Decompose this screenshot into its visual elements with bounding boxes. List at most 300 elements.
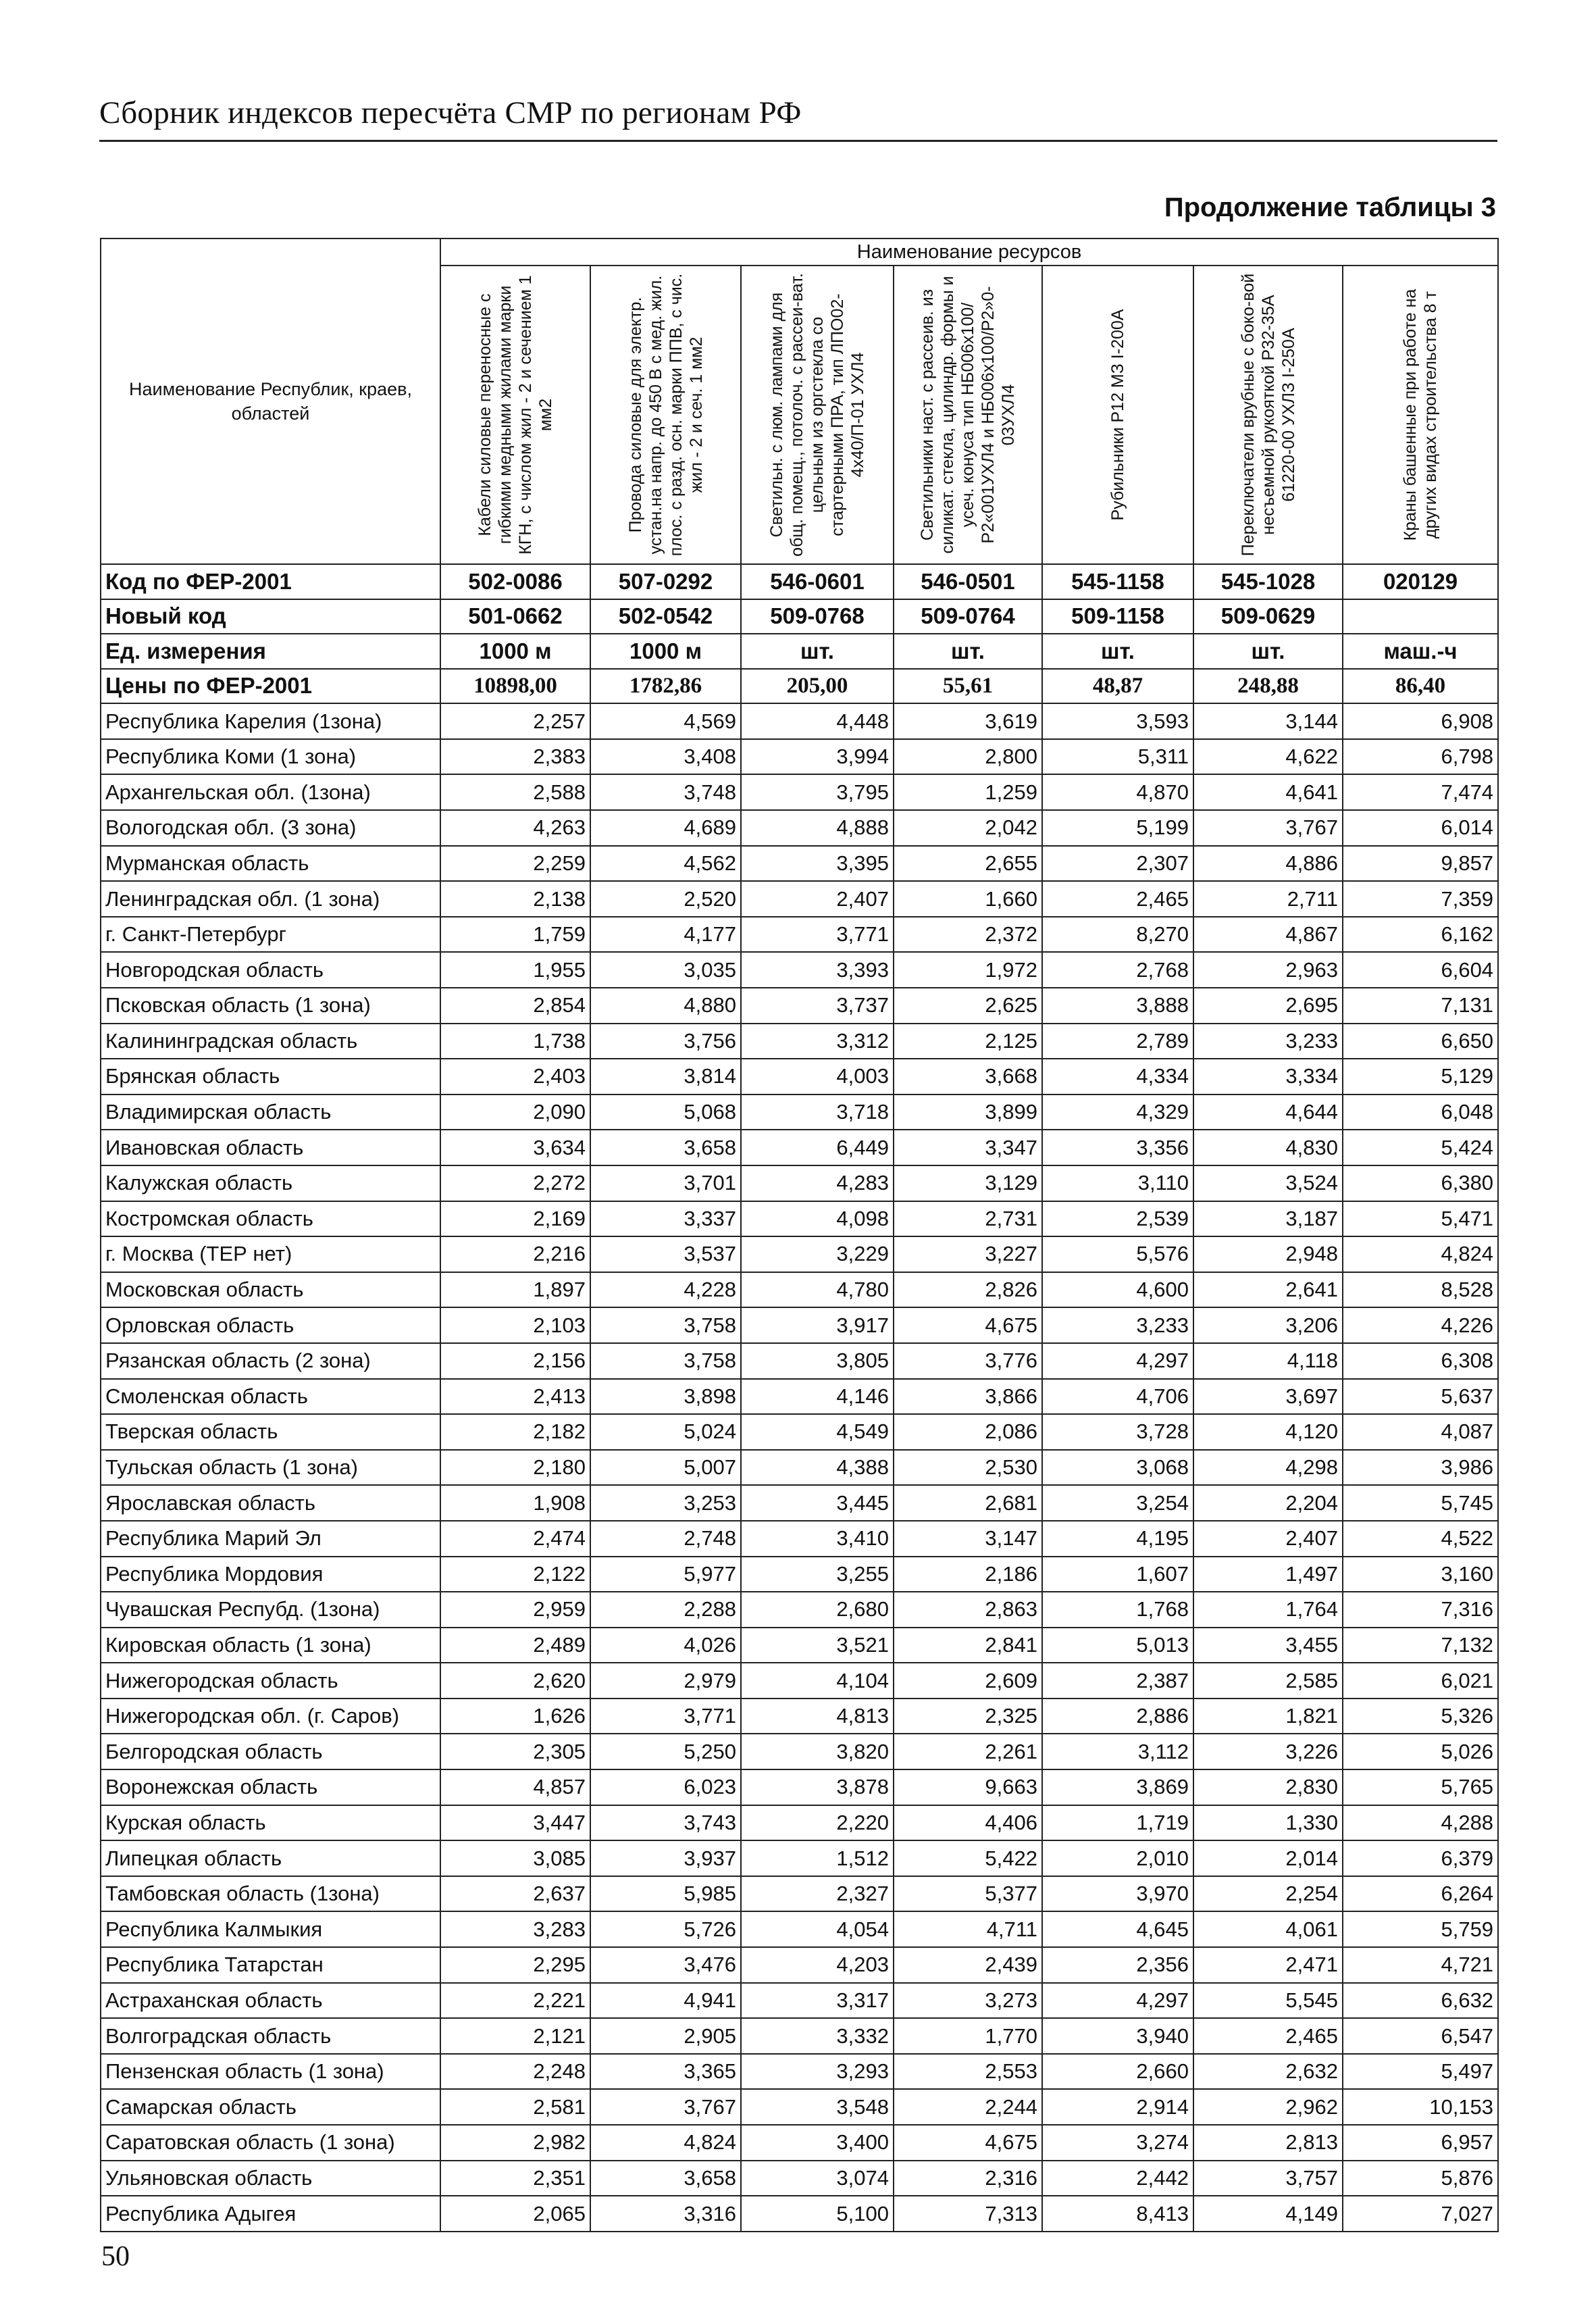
region-name-cell: Архангельская обл. (1зона) [101, 774, 440, 810]
index-value-cell: 3,160 [1343, 1557, 1498, 1592]
table-row [101, 1769, 1498, 1805]
index-value-cell: 4,562 [590, 846, 741, 882]
index-value-cell: 2,413 [440, 1379, 590, 1415]
code-cell: шт. [894, 634, 1042, 669]
index-value-cell: 3,771 [741, 917, 894, 953]
code-cell: 509-0629 [1193, 599, 1343, 634]
index-value-cell: 6,798 [1343, 739, 1498, 775]
index-value-cell: 4,689 [590, 810, 741, 846]
index-value-cell: 2,122 [440, 1557, 590, 1592]
index-value-cell: 4,061 [1193, 1911, 1343, 1947]
table-row [101, 1734, 1498, 1769]
index-value-cell: 2,383 [440, 739, 590, 775]
region-name-cell: Ленинградская обл. (1 зона) [101, 881, 440, 917]
index-value-cell: 5,471 [1343, 1201, 1498, 1237]
code-cell: шт. [1193, 634, 1343, 669]
index-value-cell: 2,090 [440, 1095, 590, 1130]
resource-header [741, 266, 894, 564]
region-name-cell: г. Москва (ТЕР нет) [101, 1236, 440, 1272]
index-value-cell: 2,442 [1042, 2161, 1193, 2196]
index-value-cell: 5,977 [590, 1557, 741, 1592]
region-name-cell: Псковская область (1 зона) [101, 988, 440, 1024]
table-row [101, 2125, 1498, 2161]
index-value-cell: 4,888 [741, 810, 894, 846]
table-row [101, 1414, 1498, 1450]
index-value-cell: 3,767 [1193, 810, 1343, 846]
index-value-cell: 1,607 [1042, 1557, 1193, 1592]
index-value-cell: 3,805 [741, 1343, 894, 1379]
index-value-cell: 3,658 [590, 1130, 741, 1165]
table-row [101, 1911, 1498, 1947]
table-row [101, 774, 1498, 810]
index-value-cell: 2,180 [440, 1450, 590, 1486]
table-row [101, 1095, 1498, 1130]
index-value-cell: 2,065 [440, 2196, 590, 2232]
index-value-cell: 3,748 [590, 774, 741, 810]
region-name-cell: Ивановская область [101, 1130, 440, 1165]
index-value-cell: 1,821 [1193, 1699, 1343, 1734]
index-value-cell: 3,273 [894, 1983, 1042, 2019]
index-value-cell: 5,377 [894, 1876, 1042, 1912]
index-value-cell: 4,298 [1193, 1450, 1343, 1486]
index-value-cell: 2,553 [894, 2054, 1042, 2090]
index-value-cell: 5,985 [590, 1876, 741, 1912]
index-value-cell: 2,403 [440, 1059, 590, 1095]
table-row [101, 1699, 1498, 1734]
index-value-cell: 3,668 [894, 1059, 1042, 1095]
index-value-cell: 3,593 [1042, 703, 1193, 739]
header-rule [99, 140, 1497, 142]
resource-header [1042, 266, 1193, 564]
region-name-cell: Калининградская область [101, 1024, 440, 1059]
table-row [101, 846, 1498, 882]
index-value-cell: 2,731 [894, 1201, 1042, 1237]
index-value-cell: 1,259 [894, 774, 1042, 810]
resource-header [440, 266, 590, 564]
index-value-cell: 4,641 [1193, 774, 1343, 810]
index-value-cell: 7,474 [1343, 774, 1498, 810]
region-name-cell: Смоленская область [101, 1379, 440, 1415]
index-value-cell: 4,406 [894, 1805, 1042, 1841]
index-value-cell: 2,655 [894, 846, 1042, 882]
index-value-cell: 5,024 [590, 1414, 741, 1450]
table-row [101, 1307, 1498, 1343]
index-value-cell: 3,395 [741, 846, 894, 882]
table-row [101, 952, 1498, 988]
region-name-cell: Нижегородская обл. (г. Саров) [101, 1699, 440, 1734]
index-value-cell: 3,074 [741, 2161, 894, 2196]
code-cell: 1000 м [590, 634, 741, 669]
index-value-cell: 2,886 [1042, 1699, 1193, 1734]
index-value-cell: 6,023 [590, 1769, 741, 1805]
code-row [101, 634, 1498, 669]
index-value-cell: 4,026 [590, 1628, 741, 1663]
index-value-cell: 2,948 [1193, 1236, 1343, 1272]
table-row [101, 1024, 1498, 1059]
region-name-cell: Белгородская область [101, 1734, 440, 1769]
index-value-cell: 2,125 [894, 1024, 1042, 1059]
index-value-cell: 3,226 [1193, 1734, 1343, 1769]
index-value-cell: 3,110 [1042, 1165, 1193, 1201]
index-value-cell: 1,770 [894, 2018, 1042, 2054]
index-value-cell: 3,408 [590, 739, 741, 775]
index-value-cell: 3,743 [590, 1805, 741, 1841]
index-value-cell: 2,905 [590, 2018, 741, 2054]
table-row [101, 988, 1498, 1024]
index-value-cell: 2,914 [1042, 2089, 1193, 2125]
index-value-cell: 3,187 [1193, 1201, 1343, 1237]
index-value-cell: 4,087 [1343, 1414, 1498, 1450]
index-value-cell: 6,264 [1343, 1876, 1498, 1912]
code-cell: 502-0542 [590, 599, 741, 634]
price-row-label: Цены по ФЕР-2001 [101, 669, 440, 704]
index-value-cell: 5,726 [590, 1911, 741, 1947]
index-value-cell: 3,334 [1193, 1059, 1343, 1095]
index-value-cell: 4,813 [741, 1699, 894, 1734]
index-value-cell: 2,979 [590, 1663, 741, 1699]
table-row [101, 2018, 1498, 2054]
index-value-cell: 7,359 [1343, 881, 1498, 917]
region-name-header: Наименование Республик, краев, областей [101, 238, 440, 564]
index-value-cell: 3,524 [1193, 1165, 1343, 1201]
index-value-cell: 4,118 [1193, 1343, 1343, 1379]
index-value-cell: 5,326 [1343, 1699, 1498, 1734]
index-value-cell: 4,780 [741, 1272, 894, 1308]
index-value-cell: 5,311 [1042, 739, 1193, 775]
index-value-cell: 4,146 [741, 1379, 894, 1415]
resource-header-label: Кабели силовые переносные с гибкими медными жилами марки КГН, с числом жил - 2 и сечением 1 мм2 [475, 275, 555, 555]
index-value-cell: 2,010 [1042, 1840, 1193, 1876]
region-name-cell: Волгоградская область [101, 2018, 440, 2054]
index-value-cell: 2,272 [440, 1165, 590, 1201]
price-cell: 55,61 [894, 669, 1042, 704]
resource-header-label: Провода силовые для электр. устан.на напр. до 450 В с мед. жил. плос. с разд. осн. марки ППВ, с чис. жил - 2 и сеч. 1 мм2 [625, 273, 706, 557]
index-value-cell: 3,085 [440, 1840, 590, 1876]
index-value-cell: 2,963 [1193, 952, 1343, 988]
price-cell: 1782,86 [590, 669, 741, 704]
index-value-cell: 3,316 [590, 2196, 741, 2232]
index-value-cell: 3,521 [741, 1628, 894, 1663]
region-name-cell: Республика Марий Эл [101, 1521, 440, 1557]
index-value-cell: 3,776 [894, 1343, 1042, 1379]
index-value-cell: 5,250 [590, 1734, 741, 1769]
index-value-cell: 2,474 [440, 1521, 590, 1557]
index-value-cell: 6,379 [1343, 1840, 1498, 1876]
index-value-cell: 5,007 [590, 1450, 741, 1486]
table-row [101, 1450, 1498, 1486]
index-value-cell: 4,867 [1193, 917, 1343, 953]
code-cell: 509-1158 [1042, 599, 1193, 634]
index-value-cell: 2,863 [894, 1592, 1042, 1628]
index-value-cell: 7,027 [1343, 2196, 1498, 2232]
index-value-cell: 4,120 [1193, 1414, 1343, 1450]
index-value-cell: 2,103 [440, 1307, 590, 1343]
index-value-cell: 2,305 [440, 1734, 590, 1769]
index-value-cell: 9,663 [894, 1769, 1042, 1805]
code-cell: маш.-ч [1343, 634, 1498, 669]
code-cell: 545-1028 [1193, 564, 1343, 599]
index-value-cell: 3,697 [1193, 1379, 1343, 1415]
index-value-cell: 4,448 [741, 703, 894, 739]
index-value-cell: 1,955 [440, 952, 590, 988]
index-value-cell: 2,637 [440, 1876, 590, 1912]
code-cell: 545-1158 [1042, 564, 1193, 599]
index-value-cell: 1,719 [1042, 1805, 1193, 1841]
index-value-cell: 5,876 [1343, 2161, 1498, 2196]
index-value-cell: 2,680 [741, 1592, 894, 1628]
region-name-cell: Костромская область [101, 1201, 440, 1237]
index-value-cell: 4,830 [1193, 1130, 1343, 1165]
index-value-cell: 4,880 [590, 988, 741, 1024]
index-value-cell: 3,756 [590, 1024, 741, 1059]
index-value-cell: 2,830 [1193, 1769, 1343, 1805]
index-value-cell: 2,609 [894, 1663, 1042, 1699]
resource-header [1343, 266, 1498, 564]
index-value-cell: 4,388 [741, 1450, 894, 1486]
index-value-cell: 5,068 [590, 1095, 741, 1130]
region-name-cell: Республика Адыгея [101, 2196, 440, 2232]
index-value-cell: 1,512 [741, 1840, 894, 1876]
index-value-cell: 4,177 [590, 917, 741, 953]
index-value-cell: 3,254 [1042, 1485, 1193, 1521]
index-value-cell: 3,365 [590, 2054, 741, 2090]
table-row [101, 1343, 1498, 1379]
table-row [101, 810, 1498, 846]
index-value-cell: 2,632 [1193, 2054, 1343, 2090]
index-value-cell: 6,449 [741, 1130, 894, 1165]
region-name-cell: Республика Карелия (1зона) [101, 703, 440, 739]
regional-index-table [100, 238, 1499, 2232]
index-value-cell: 3,888 [1042, 988, 1193, 1024]
index-value-cell: 4,721 [1343, 1947, 1498, 1983]
index-value-cell: 2,014 [1193, 1840, 1343, 1876]
region-name-cell: Мурманская область [101, 846, 440, 882]
index-value-cell: 4,941 [590, 1983, 741, 2019]
index-value-cell: 4,329 [1042, 1095, 1193, 1130]
index-value-cell: 3,771 [590, 1699, 741, 1734]
index-value-cell: 4,334 [1042, 1059, 1193, 1095]
index-value-cell: 2,520 [590, 881, 741, 917]
index-value-cell: 2,295 [440, 1947, 590, 1983]
index-value-cell: 5,765 [1343, 1769, 1498, 1805]
index-value-cell: 2,259 [440, 846, 590, 882]
index-value-cell: 4,297 [1042, 1983, 1193, 2019]
index-value-cell: 3,658 [590, 2161, 741, 2196]
index-value-cell: 3,337 [590, 1201, 741, 1237]
index-value-cell: 2,204 [1193, 1485, 1343, 1521]
index-value-cell: 3,229 [741, 1236, 894, 1272]
price-cell: 248,88 [1193, 669, 1343, 704]
index-value-cell: 4,645 [1042, 1911, 1193, 1947]
index-value-cell: 6,632 [1343, 1983, 1498, 2019]
index-value-cell: 4,622 [1193, 739, 1343, 775]
index-value-cell: 2,962 [1193, 2089, 1343, 2125]
index-value-cell: 3,227 [894, 1236, 1042, 1272]
index-value-cell: 2,407 [1193, 1521, 1343, 1557]
index-value-cell: 2,244 [894, 2089, 1042, 2125]
region-name-cell: Орловская область [101, 1307, 440, 1343]
index-value-cell: 4,003 [741, 1059, 894, 1095]
index-value-cell: 3,312 [741, 1024, 894, 1059]
index-value-cell: 3,728 [1042, 1414, 1193, 1450]
index-value-cell: 1,764 [1193, 1592, 1343, 1628]
table-row [101, 1236, 1498, 1272]
table-row [101, 1663, 1498, 1699]
index-value-cell: 5,199 [1042, 810, 1193, 846]
index-value-cell: 2,220 [741, 1805, 894, 1841]
region-name-cell: Владимирская область [101, 1095, 440, 1130]
index-value-cell: 3,866 [894, 1379, 1042, 1415]
index-value-cell: 2,813 [1193, 2125, 1343, 2161]
index-value-cell: 3,347 [894, 1130, 1042, 1165]
index-value-cell: 3,255 [741, 1557, 894, 1592]
region-name-cell: Калужская область [101, 1165, 440, 1201]
index-value-cell: 4,288 [1343, 1805, 1498, 1841]
price-cell: 205,00 [741, 669, 894, 704]
region-name-cell: Кировская область (1 зона) [101, 1628, 440, 1663]
index-value-cell: 2,581 [440, 2089, 590, 2125]
index-value-cell: 4,098 [741, 1201, 894, 1237]
index-value-cell: 6,308 [1343, 1343, 1498, 1379]
index-value-cell: 2,261 [894, 1734, 1042, 1769]
index-value-cell: 3,737 [741, 988, 894, 1024]
index-value-cell: 4,644 [1193, 1095, 1343, 1130]
region-name-cell: Республика Мордовия [101, 1557, 440, 1592]
resource-header [894, 266, 1042, 564]
index-value-cell: 2,156 [440, 1343, 590, 1379]
index-value-cell: 2,854 [440, 988, 590, 1024]
index-value-cell: 2,257 [440, 703, 590, 739]
table-row [101, 2161, 1498, 2196]
resource-header-label: Светильники наст. с рассеив. из силикат. стекла, цилиндр. формы и усеч. конуса тип НБ006х100/Р2«001УХЛ4 и НБ006х100/Р2»0-03УХЛ4 [918, 276, 1018, 554]
code-row-label: Новый код [101, 599, 440, 634]
index-value-cell: 3,757 [1193, 2161, 1343, 2196]
index-value-cell: 2,042 [894, 810, 1042, 846]
index-value-cell: 2,121 [440, 2018, 590, 2054]
index-value-cell: 4,149 [1193, 2196, 1343, 2232]
index-value-cell: 8,413 [1042, 2196, 1193, 2232]
index-value-cell: 6,547 [1343, 2018, 1498, 2054]
index-value-cell: 4,263 [440, 810, 590, 846]
index-value-cell: 4,706 [1042, 1379, 1193, 1415]
code-row-label: Ед. измерения [101, 634, 440, 669]
index-value-cell: 3,758 [590, 1307, 741, 1343]
resources-group-header: Наименование ресурсов [440, 238, 1498, 266]
index-value-cell: 3,701 [590, 1165, 741, 1201]
index-value-cell: 4,549 [741, 1414, 894, 1450]
region-name-cell: Ярославская область [101, 1485, 440, 1521]
table-row [101, 1485, 1498, 1521]
code-cell: 507-0292 [590, 564, 741, 599]
code-cell: шт. [741, 634, 894, 669]
region-name-cell: Республика Калмыкия [101, 1911, 440, 1947]
code-cell: 1000 м [440, 634, 590, 669]
index-value-cell: 2,588 [440, 774, 590, 810]
table-row [101, 1272, 1498, 1308]
region-name-cell: Курская область [101, 1805, 440, 1841]
index-value-cell: 5,637 [1343, 1379, 1498, 1415]
index-value-cell: 10,153 [1343, 2089, 1498, 2125]
region-name-cell: Республика Татарстан [101, 1947, 440, 1983]
index-value-cell: 4,675 [894, 2125, 1042, 2161]
index-value-cell: 4,675 [894, 1307, 1042, 1343]
index-value-cell: 5,497 [1343, 2054, 1498, 2090]
index-value-cell: 3,758 [590, 1343, 741, 1379]
index-value-cell: 2,465 [1042, 881, 1193, 917]
table-continuation-title: Продолжение таблицы 3 [1164, 193, 1496, 222]
index-value-cell: 4,228 [590, 1272, 741, 1308]
index-value-cell: 4,824 [1343, 1236, 1498, 1272]
index-value-cell: 9,857 [1343, 846, 1498, 882]
table-row [101, 1059, 1498, 1095]
index-value-cell: 3,994 [741, 739, 894, 775]
index-value-cell: 3,940 [1042, 2018, 1193, 2054]
index-value-cell: 3,820 [741, 1734, 894, 1769]
region-name-cell: Астраханская область [101, 1983, 440, 2019]
index-value-cell: 8,270 [1042, 917, 1193, 953]
index-value-cell: 5,545 [1193, 1983, 1343, 2019]
index-value-cell: 3,537 [590, 1236, 741, 1272]
table-row [101, 1628, 1498, 1663]
index-value-cell: 2,356 [1042, 1947, 1193, 1983]
index-value-cell: 2,826 [894, 1272, 1042, 1308]
resource-header-label: Светильн. с люм. лампами для общ. помещ., потолоч. с рассеи-ват. цельным из оргстекла со стартерными ПРА, тип ЛПО02-4х40/П-01 УХЛ4 [767, 273, 867, 557]
index-value-cell: 3,718 [741, 1095, 894, 1130]
index-value-cell: 3,332 [741, 2018, 894, 2054]
price-row [101, 669, 1498, 704]
region-name-cell: Вологодская обл. (3 зона) [101, 810, 440, 846]
index-value-cell: 3,476 [590, 1947, 741, 1983]
code-cell: шт. [1042, 634, 1193, 669]
index-value-cell: 3,035 [590, 952, 741, 988]
index-value-cell: 1,660 [894, 881, 1042, 917]
index-value-cell: 3,917 [741, 1307, 894, 1343]
index-value-cell: 2,660 [1042, 2054, 1193, 2090]
table-row [101, 703, 1498, 739]
index-value-cell: 7,313 [894, 2196, 1042, 2232]
index-value-cell: 2,372 [894, 917, 1042, 953]
code-cell: 020129 [1343, 564, 1498, 599]
index-value-cell: 3,356 [1042, 1130, 1193, 1165]
index-value-cell: 5,422 [894, 1840, 1042, 1876]
index-value-cell: 1,738 [440, 1024, 590, 1059]
code-cell [1343, 599, 1498, 634]
index-value-cell: 6,380 [1343, 1165, 1498, 1201]
index-value-cell: 2,982 [440, 2125, 590, 2161]
resource-header-label: Переключатели врубные с боко-вой несъемной рукояткой Р32-35А 61220-00 УХЛЗ I-250А [1238, 273, 1298, 557]
table-row [101, 1379, 1498, 1415]
code-cell: 546-0501 [894, 564, 1042, 599]
code-cell: 546-0601 [741, 564, 894, 599]
index-value-cell: 3,898 [590, 1379, 741, 1415]
index-value-cell: 2,471 [1193, 1947, 1343, 1983]
index-value-cell: 3,619 [894, 703, 1042, 739]
index-value-cell: 2,248 [440, 2054, 590, 2090]
region-name-cell: Чувашская Респубд. (1зона) [101, 1592, 440, 1628]
index-value-cell: 3,795 [741, 774, 894, 810]
index-value-cell: 3,899 [894, 1095, 1042, 1130]
table-row [101, 1840, 1498, 1876]
index-value-cell: 3,970 [1042, 1876, 1193, 1912]
table-row [101, 2196, 1498, 2232]
index-value-cell: 1,497 [1193, 1557, 1343, 1592]
index-value-cell: 4,203 [741, 1947, 894, 1983]
region-name-cell: Московская область [101, 1272, 440, 1308]
running-header: Сборник индексов пересчёта СМР по регионам РФ [99, 95, 802, 130]
index-value-cell: 3,233 [1042, 1307, 1193, 1343]
index-value-cell: 3,253 [590, 1485, 741, 1521]
index-value-cell: 2,327 [741, 1876, 894, 1912]
